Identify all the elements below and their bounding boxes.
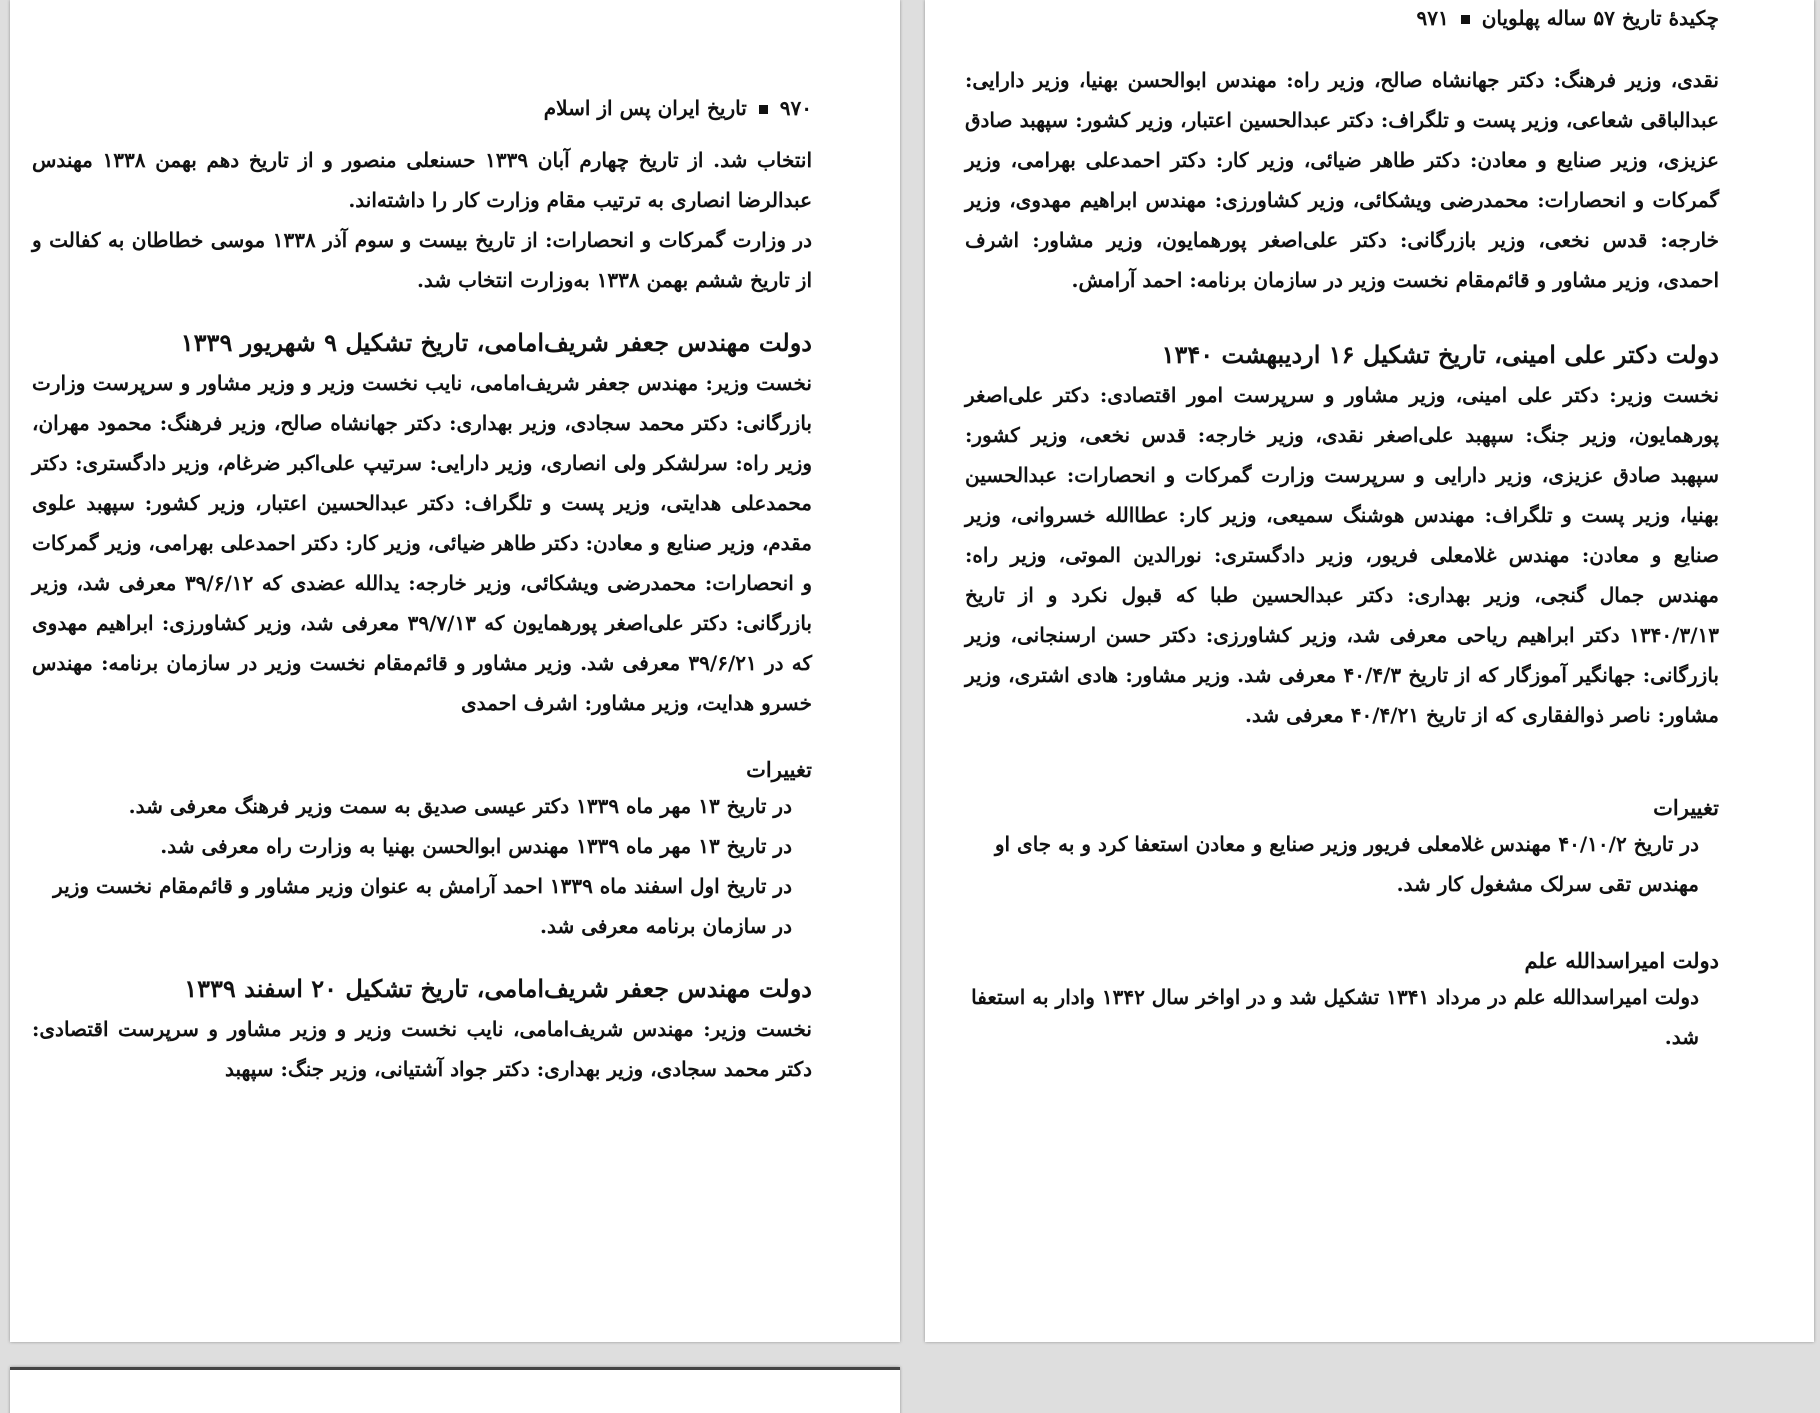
section-body: دولت امیراسدالله علم در مرداد ۱۳۴۱ تشکیل شد و در اواخر سال ۱۳۴۲ وادار به استعفا شد.	[971, 985, 1699, 1049]
running-head	[965, 6, 1719, 30]
square-bullet-icon	[759, 105, 768, 114]
changes-title: تغییرات	[746, 757, 812, 782]
changes-title: تغییرات	[1653, 795, 1719, 820]
intro-paragraph: نقدی، وزیر فرهنگ: دکتر جهانشاه صالح، وزیر راه: مهندس ابوالحسن بهنیا، وزیر دارایی: عبدالباقی شعاعی، وزیر پست و تلگراف: دکتر عبدالحسین اعتبار، وزیر کشور: سپهبد صادق عزیزی، وزیر صنایع و معادن: دکتر طاهر ضیائی، وزیر کار: دکتر احمدعلی بهرامی، وزیر گمرکات و انحصارات: محمدرضی ویشکائی، وزیر کشاورزی: مهندس ابراهیم مهدوی، وزیر خارجه: قدس نخعی، وزیر بازرگانی: دکتر علی‌اصغر پورهمایون، وزیر مشاور: اشرف احمدی، وزیر مشاور و قائم‌مقام نخست وزیر در سازمان برنامه: احمد آرامش.	[965, 68, 1719, 292]
intro-paragraph: در وزارت گمرکات و انحصارات: از تاریخ بیست و سوم آذر ۱۳۳۸ موسی خطاطان به کفالت و از تاریخ ششم بهمن ۱۳۳۸ به‌وزارت انتخاب شد.	[32, 228, 812, 292]
next-page	[10, 1367, 900, 1413]
square-bullet-icon	[1461, 15, 1470, 24]
change-item: در تاریخ ۴۰/۱۰/۲ مهندس غلامعلی فریور وزیر صنایع و معادن استعفا کرد و به جای او مهندس تقی سرلک مشغول کار شد.	[994, 832, 1699, 896]
page-number: ۹۷۱	[1416, 6, 1449, 30]
section-body: نخست وزیر: دکتر علی امینی، وزیر مشاور و سرپرست امور اقتصادی: دکتر علی‌اصغر پورهمایون، وزیر جنگ: سپهبد علی‌اصغر نقدی، وزیر خارجه: قدس نخعی، وزیر کشور: سپهبد صادق عزیزی، وزیر دارایی و سرپرست وزارت گمرکات و انحصارات: عبدالحسین بهنیا، وزیر پست و تلگراف: مهندس هوشنگ سمیعی، وزیر کار: عطاالله خسروانی، وزیر صنایع و معادن: مهندس غلامعلی فریور، وزیر دادگستری: نورالدین الموتی، وزیر راه: مهندس جمال گنجی، وزیر بهداری: دکتر عبدالحسین طبا که قبول نکرد و از تاریخ ۱۳۴۰/۳/۱۳ دکتر ابراهیم ریاحی معرفی شد، وزیر کشاورزی: دکتر حسن ارسنجانی، وزیر بازرگانی: جهانگیر آموزگار که از تاریخ ۴۰/۴/۳ معرفی شد. وزیر مشاور: هادی اشتری، وزیر مشاور: ناصر ذوالفقاری که از تاریخ ۴۰/۴/۲۱ معرفی شد.	[965, 383, 1720, 727]
page-970	[10, 0, 900, 1342]
page-number: ۹۷۰	[779, 96, 812, 120]
change-item: در تاریخ ۱۳ مهر ماه ۱۳۳۹ مهندس ابوالحسن بهنیا به وزارت راه معرفی شد.	[160, 834, 792, 858]
section-body: نخست وزیر: مهندس جعفر شریف‌امامی، نایب نخست وزیر و وزیر مشاور و سرپرست وزارت بازرگانی: دکتر محمد سجادی، وزیر بهداری: دکتر جهانشاه صالح، وزیر فرهنگ: محمود مهران، وزیر راه: سرلشکر ولی انصاری، وزیر دارایی: سرتیپ علی‌اکبر ضرغام، وزیر دادگستری: دکتر محمدعلی هدایتی، وزیر پست و تلگراف: دکتر عبدالحسین اعتبار، وزیر کشور: سپهبد علوی مقدم، وزیر صنایع و معادن: دکتر طاهر ضیائی، وزیر کار: دکتر احمدعلی بهرامی، وزیر گمرکات و انحصارات: محمدرضی ویشکائی، وزیر خارجه: یدالله عضدی که ۳۹/۶/۱۲ معرفی شد، وزیر بازرگانی: دکتر علی‌اصغر پورهمایون که ۳۹/۷/۱۳ معرفی شد، وزیر کشاورزی: ابراهیم مهدوی که در ۳۹/۶/۲۱ معرفی شد. وزیر مشاور و قائم‌مقام نخست وزیر در سازمان برنامه: مهندس خسرو هدایت، وزیر مشاور: اشرف احمدی	[32, 371, 813, 715]
running-head-title: چکیدهٔ تاریخ ۵۷ ساله پهلویان	[1481, 6, 1719, 30]
change-item: در تاریخ ۱۳ مهر ماه ۱۳۳۹ دکتر عیسی صدیق به سمت وزیر فرهنگ معرفی شد.	[128, 794, 792, 818]
section-title: دولت دکتر علی امینی، تاریخ تشکیل ۱۶ اردیبهشت ۱۳۴۰	[1161, 340, 1719, 369]
intro-paragraph: انتخاب شد. از تاریخ چهارم آبان ۱۳۳۹ حسنعلی منصور و از تاریخ دهم بهمن ۱۳۳۸ مهندس عبدالرضا انصاری به ترتیب مقام وزارت کار را داشته‌اند.	[32, 148, 813, 212]
section-body: نخست وزیر: مهندس شریف‌امامی، نایب نخست وزیر و وزیر مشاور و سرپرست اقتصادی: دکتر محمد سجادی، وزیر بهداری: دکتر جواد آشتیانی، وزیر جنگ: سپهبد	[32, 1017, 812, 1081]
running-head-title: تاریخ ایران پس از اسلام	[543, 96, 747, 120]
page-971	[925, 0, 1814, 1342]
section-title: دولت مهندس جعفر شریف‌امامی، تاریخ تشکیل ۹ شهریور ۱۳۳۹	[180, 328, 812, 357]
running-head	[32, 96, 812, 120]
section-title: دولت امیراسدالله علم	[1524, 948, 1719, 973]
change-item: در تاریخ اول اسفند ماه ۱۳۳۹ احمد آرامش به عنوان وزیر مشاور و قائم‌مقام نخست وزیر در سازمان برنامه معرفی شد.	[53, 874, 792, 938]
section-title: دولت مهندس جعفر شریف‌امامی، تاریخ تشکیل ۲۰ اسفند ۱۳۳۹	[184, 974, 812, 1003]
